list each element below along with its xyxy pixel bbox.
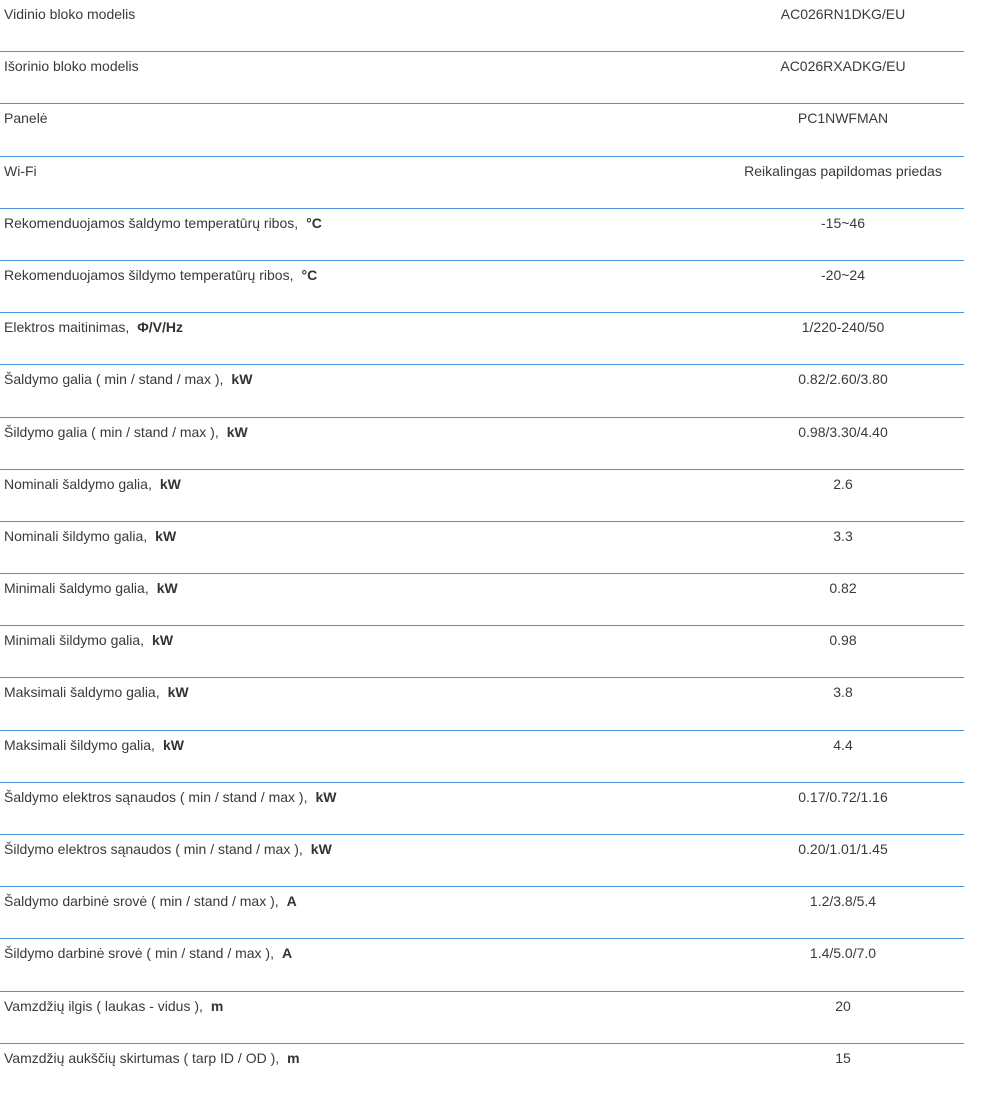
spec-row (0, 626, 964, 678)
spec-value: -15~46 (821, 214, 865, 231)
spec-label: Wi-Fi (4, 162, 37, 179)
spec-unit: kW (231, 371, 253, 388)
spec-row (0, 1044, 964, 1096)
spec-row (0, 418, 964, 470)
spec-value: AC026RN1DKG/EU (780, 6, 906, 22)
spec-value: -20~24 (821, 266, 865, 283)
spec-unit: °C (301, 266, 318, 283)
spec-value: AC026RXADKG/EU (780, 58, 906, 75)
spec-row (0, 992, 964, 1044)
spec-label: Nominali šildymo galia, kW (4, 527, 177, 544)
spec-label: Vamzdžių aukščių skirtumas ( tarp ID / OD ), m (4, 1049, 300, 1066)
spec-label: Šaldymo galia ( min / stand / max ), kW (4, 371, 253, 388)
spec-unit: kW (162, 736, 184, 753)
spec-unit: kW (310, 841, 332, 857)
spec-value: 0.98/3.30/4.40 (798, 423, 888, 440)
spec-label: Šildymo darbinė srovė ( min / stand / max ), A (4, 945, 293, 962)
spec-row (0, 731, 964, 783)
spec-label: Rekomenduojamos šildymo temperatūrų ribos, °C (4, 266, 318, 283)
spec-label: Maksimali šaldymo galia, kW (4, 684, 189, 701)
spec-value: 0.82 (829, 580, 857, 597)
spec-label: Vidinio bloko modelis (4, 6, 136, 22)
spec-unit: kW (159, 475, 181, 492)
spec-unit: Φ/V/Hz (137, 319, 183, 336)
spec-row (0, 574, 964, 626)
spec-row (0, 470, 964, 522)
spec-row (0, 104, 964, 156)
spec-row (0, 0, 964, 52)
spec-unit: kW (152, 632, 174, 649)
spec-row (0, 939, 964, 991)
spec-unit: °C (306, 214, 322, 231)
spec-row (0, 522, 964, 574)
spec-value: 1.2/3.8/5.4 (809, 893, 877, 910)
spec-row (0, 887, 964, 939)
spec-row (0, 209, 964, 261)
spec-row (0, 157, 964, 209)
spec-label: Šildymo galia ( min / stand / max ), kW (4, 423, 248, 440)
spec-unit: kW (167, 684, 189, 701)
spec-row (0, 52, 964, 104)
spec-label: Šildymo elektros sąnaudos ( min / stand / max ), kW (4, 841, 332, 857)
spec-label: Šaldymo elektros sąnaudos ( min / stand / max ), kW (4, 788, 337, 805)
spec-value: 20 (835, 997, 851, 1014)
spec-row (0, 365, 964, 417)
spec-label: Elektros maitinimas, Φ/V/Hz (4, 319, 183, 336)
spec-label: Rekomenduojamos šaldymo temperatūrų ribos, °C (4, 214, 322, 231)
spec-value: 2.6 (833, 475, 853, 492)
spec-value: Reikalingas papildomas priedas (744, 162, 942, 179)
spec-value: 0.98 (829, 632, 857, 649)
spec-label: Minimali šildymo galia, kW (4, 632, 174, 649)
spec-unit: kW (155, 527, 177, 544)
spec-value: 0.17/0.72/1.16 (798, 788, 888, 805)
spec-row (0, 261, 964, 313)
spec-value: 1/220-240/50 (801, 319, 885, 336)
spec-label: Minimali šaldymo galia, kW (4, 580, 178, 597)
spec-value: 4.4 (833, 736, 853, 753)
spec-label: Vamzdžių ilgis ( laukas - vidus ), m (4, 997, 224, 1014)
spec-value: 0.82/2.60/3.80 (798, 371, 888, 388)
spec-unit: A (286, 893, 297, 910)
spec-value: 0.20/1.01/1.45 (798, 841, 888, 857)
spec-unit: m (210, 997, 224, 1014)
spec-value: 3.3 (833, 527, 853, 544)
spec-row (0, 313, 964, 365)
spec-value: PC1NWFMAN (797, 110, 889, 127)
spec-row (0, 835, 964, 887)
spec-label: Šaldymo darbinė srovė ( min / stand / max ), A (4, 893, 297, 910)
spec-label: Nominali šaldymo galia, kW (4, 475, 181, 492)
spec-row (0, 678, 964, 730)
spec-value: 15 (835, 1049, 851, 1066)
spec-label: Panelė (4, 110, 48, 127)
spec-unit: kW (156, 580, 178, 597)
spec-row (0, 783, 964, 835)
spec-value: 1.4/5.0/7.0 (809, 945, 877, 962)
spec-label: Išorinio bloko modelis (4, 58, 139, 75)
spec-unit: m (287, 1049, 300, 1066)
spec-value: 3.8 (833, 684, 853, 701)
spec-unit: A (282, 945, 293, 962)
spec-unit: kW (315, 788, 337, 805)
spec-label: Maksimali šildymo galia, kW (4, 736, 184, 753)
spec-unit: kW (226, 423, 248, 440)
